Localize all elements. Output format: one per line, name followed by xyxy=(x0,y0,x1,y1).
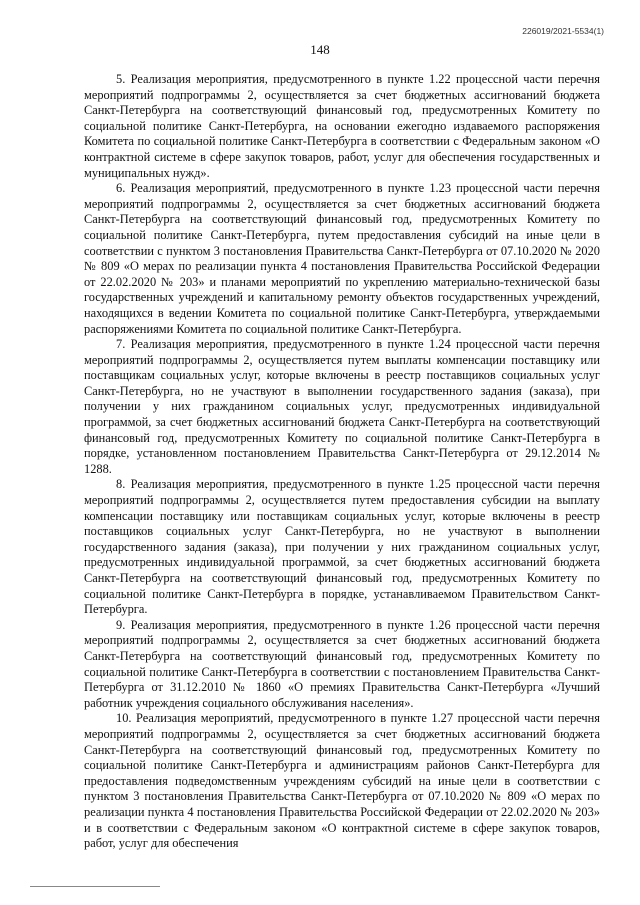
paragraph-9: 9. Реализация мероприятия, предусмотренного в пункте 1.26 процессной части перечня мероприятий подпрограммы 2, осуществляется за счет бюджетных ассигнований бюджета Санкт-Петербурга на соответствующий финансовый год, предусмотренных Комитету по социальной политике Санкт-Петербурга в соответствии с постановлением Правительства Санкт-Петербурга от 31.12.2010 № 1860 «О премиях Правительства Санкт-Петербурга «Лучший работник учреждения социального обслуживания населения». xyxy=(84,617,600,710)
paragraph-5: 5. Реализация мероприятия, предусмотренного в пункте 1.22 процессной части перечня мероприятий подпрограммы 2, осуществляется за счет бюджетных ассигнований бюджета Санкт-Петербурга на соответствующий финансовый год, предусмотренных Комитету по социальной политике Санкт-Петербурга, на основании ежегодно издаваемого распоряжения Комитета по социальной политике Санкт-Петербурга в соответствии с Федеральным законом «О контрактной системе в сфере закупок товаров, работ, услуг для обеспечения государственных и муниципальных нужд». xyxy=(84,72,600,180)
page-number: 148 xyxy=(310,42,330,57)
paragraph-10: 10. Реализация мероприятий, предусмотренного в пункте 1.27 процессной части перечня мероприятий подпрограммы 2, осуществляется за счет бюджетных ассигнований бюджета Санкт-Петербурга на соответствующий финансовый год, предусмотренных Комитету по социальной политике Санкт-Петербурга и администрациям районов Санкт-Петербурга для предоставления подведомственным учреждениям субсидий на иные цели в соответствии с пунктом 3 постановления Правительства Санкт-Петербурга от 07.10.2020 № 809 «О мерах по реализации пункта 4 постановления Правительства Российской Федерации от 22.02.2020 № 203» и в соответствии с Федеральным законом «О контрактной системе в сфере закупок товаров, работ, услуг для обеспечения xyxy=(84,711,600,851)
footer-divider xyxy=(30,886,160,887)
document-body xyxy=(84,72,600,852)
paragraph-8: 8. Реализация мероприятия, предусмотренного в пункте 1.25 процессной части перечня мероприятий подпрограммы 2, осуществляется путем предоставления субсидии на выплату компенсации поставщику или поставщикам социальных услуг, которые включены в реестр поставщиков социальных услуг Санкт-Петербурга, но не участвуют в выполнении государственного задания (заказа), при получении у них гражданином социальных услуг, предусмотренных индивидуальной программой, за счет бюджетных ассигнований бюджета Санкт-Петербурга на соответствующий финансовый год, предусмотренных Комитету по социальной политике Санкт-Петербурга в порядке, устанавливаемом Правительством Санкт-Петербурга. xyxy=(84,477,600,617)
document-id: 226019/2021-5534(1) xyxy=(522,26,604,36)
paragraph-7: 7. Реализация мероприятия, предусмотренного в пункте 1.24 процессной части перечня мероприятий подпрограммы 2, осуществляется путем выплаты компенсации поставщику или поставщикам социальных услуг, которые включены в реестр поставщиков социальных услуг Санкт-Петербурга, но не участвуют в выполнении государственного задания (заказа), при получении у них гражданином социальных услуг, предусмотренных индивидуальной программой, за счет бюджетных ассигнований бюджета Санкт-Петербурга на соответствующий финансовый год, предусмотренных Комитету по социальной политике Санкт-Петербурга в порядке, установленном постановлением Правительства Санкт-Петербурга от 29.12.2014 № 1288. xyxy=(84,337,600,476)
paragraph-6: 6. Реализация мероприятий, предусмотренного в пункте 1.23 процессной части перечня мероприятий подпрограммы 2, осуществляется за счет бюджетных ассигнований бюджета Санкт-Петербурга на соответствующий финансовый год, предусмотренных Комитету по социальной политике Санкт-Петербурга, путем предоставления субсидий на иные цели в соответствии с пунктом 3 постановления Правительства Санкт-Петербурга от 07.10.2020 № 2020 № 809 «О мерах по реализации пункта 4 постановления Правительства Российской Федерации от 22.02.2020 № 203» и планами мероприятий по укреплению материально-технической базы государственных учреждений и капитальному ремонту объектов государственных учреждений, находящихся в ведении Комитета по социальной политике Санкт-Петербурга, утверждаемыми распоряжениями Комитета по социальной политике Санкт-Петербурга. xyxy=(84,181,600,336)
